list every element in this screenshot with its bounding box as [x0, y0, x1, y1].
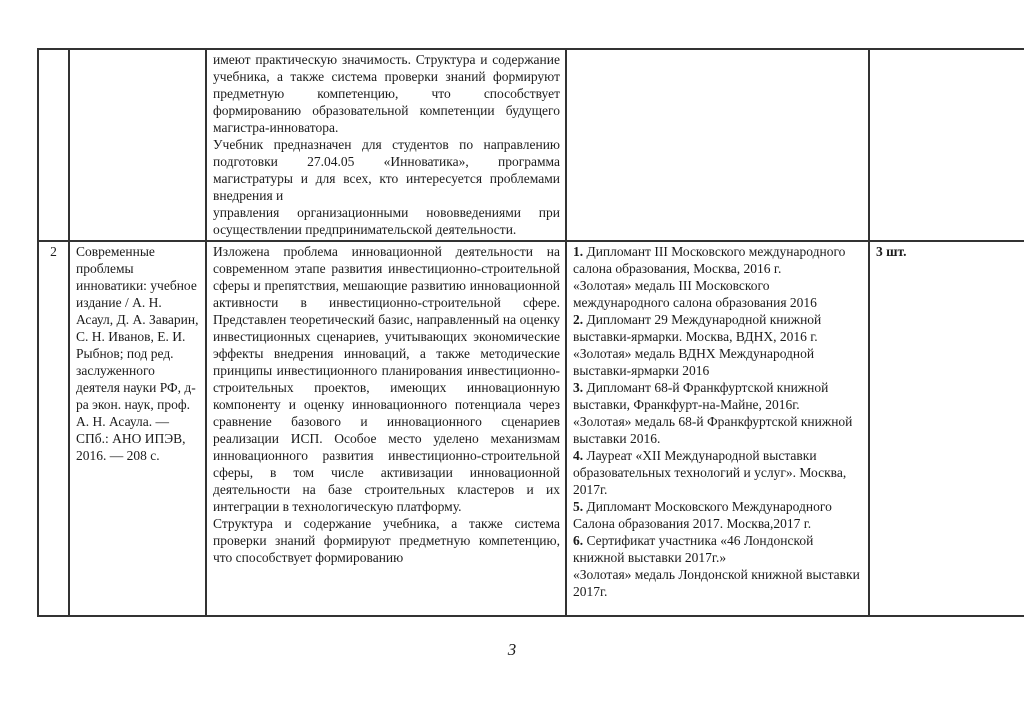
award-text: Сертификат участника «46 Лондонской книжной выставки 2017г.» — [573, 533, 814, 565]
award-text: «Золотая» медаль 68-й Франкфуртской книжной выставки 2016. — [573, 414, 853, 446]
row2-description-cell — [206, 241, 566, 616]
description-paragraph: управления организационными нововведениями при осуществлении предпринимательской деятельности. — [213, 205, 560, 237]
award-item — [573, 447, 863, 498]
award-number: 2. — [573, 312, 584, 327]
award-item — [573, 345, 863, 379]
row2-awards-list — [573, 243, 863, 600]
row1-awards-cell — [566, 49, 869, 241]
description-paragraph: Учебник предназначен для студентов по направлению подготовки 27.04.05 «Инноватика», программа магистратуры и для всех, кто интересуется проблемами внедрения и — [213, 137, 560, 203]
row-number: 2 — [50, 244, 57, 259]
award-number: 4. — [573, 448, 584, 463]
award-item — [573, 532, 863, 566]
description-paragraph: имеют практическую значимость. Структура и содержание учебника, а также система проверки знаний формируют предметную компетенцию, что способствует формированию образовательной компетенции будущего магистра-инноватора. — [213, 52, 560, 135]
award-item — [573, 498, 863, 532]
award-item — [573, 413, 863, 447]
award-item — [573, 243, 863, 277]
award-text: Дипломант Московского Международного Салона образования 2017. Москва,2017 г. — [573, 499, 832, 531]
award-item — [573, 277, 863, 311]
award-number: 5. — [573, 499, 584, 514]
quantity-value: 3 шт. — [876, 244, 907, 259]
description-paragraph: Структура и содержание учебника, а также система проверки знаний формируют предметную компетенцию, что способствует формированию — [213, 516, 560, 565]
row1-quantity-cell — [869, 49, 1024, 241]
row2-awards-cell — [566, 241, 869, 616]
award-text: Лауреат «XII Международной выставки образовательных технологий и услуг». Москва, 2017г. — [573, 448, 847, 497]
award-number: 1. — [573, 244, 584, 259]
table-row-1 — [38, 49, 1024, 241]
row1-description-cell — [206, 49, 566, 241]
award-text: Дипломант III Московского международного салона образования, Москва, 2016 г. — [573, 244, 846, 276]
award-text: «Золотая» медаль ВДНХ Международной выставки-ярмарки 2016 — [573, 346, 815, 378]
row1-description-paragraphs — [213, 51, 560, 238]
award-text: «Золотая» медаль Лондонской книжной выставки 2017г. — [573, 567, 860, 599]
page-number: 3 — [507, 640, 517, 659]
award-item — [573, 566, 863, 600]
description-paragraph: Изложена проблема инновационной деятельности на современном этапе развития инвестиционно-строительной сферы и препятствия, мешающие развитию инновационной активности в инвестиционно-строительной сфере. Представлен теоретический базис, направленный на оценку инвестиционных сценариев, учитывающих экономические эффекты внедрения инноваций, а также методические принципы инвестиционного планирования инвестиционно-строительных проектов, имеющих инновационную компоненту и оценку инновационного потенциала через сравнение базового и инновационного сценариев реализации ИСП. Особое место уделено механизмам инновационного развития инвестиционно-строительной сферы, в том числе активизации инновационной деятельности на базе строительных кластеров и их интеграции в технологическую платформу. — [213, 244, 560, 514]
award-item — [573, 379, 863, 413]
row2-title-cell — [69, 241, 206, 616]
publications-table — [37, 48, 1024, 617]
award-item — [573, 311, 863, 345]
row1-title-cell — [69, 49, 206, 241]
table-row-2 — [38, 241, 1024, 616]
row2-quantity-cell — [869, 241, 1024, 616]
publication-title: Современные проблемы инноватики: учебное издание / А. Н. Асаул, Д. А. Заварин, С. Н. Иванов, Е. И. Рыбнов; под ред. заслуженного деятеля науки РФ, д-ра экон. наук, проф. А. Н. Асаула. — СПб.: АНО ИПЭВ, 2016. — 208 с. — [76, 244, 199, 463]
row2-number-cell — [38, 241, 69, 616]
award-text: «Золотая» медаль III Московского международного салона образования 2016 — [573, 278, 817, 310]
award-number: 6. — [573, 533, 584, 548]
row2-description-paragraphs — [213, 243, 560, 566]
award-text: Дипломант 29 Международной книжной выставки-ярмарки. Москва, ВДНХ, 2016 г. — [573, 312, 822, 344]
row1-number-cell — [38, 49, 69, 241]
award-number: 3. — [573, 380, 584, 395]
award-text: Дипломант 68-й Франкфуртской книжной выставки, Франкфурт-на-Майне, 2016г. — [573, 380, 829, 412]
